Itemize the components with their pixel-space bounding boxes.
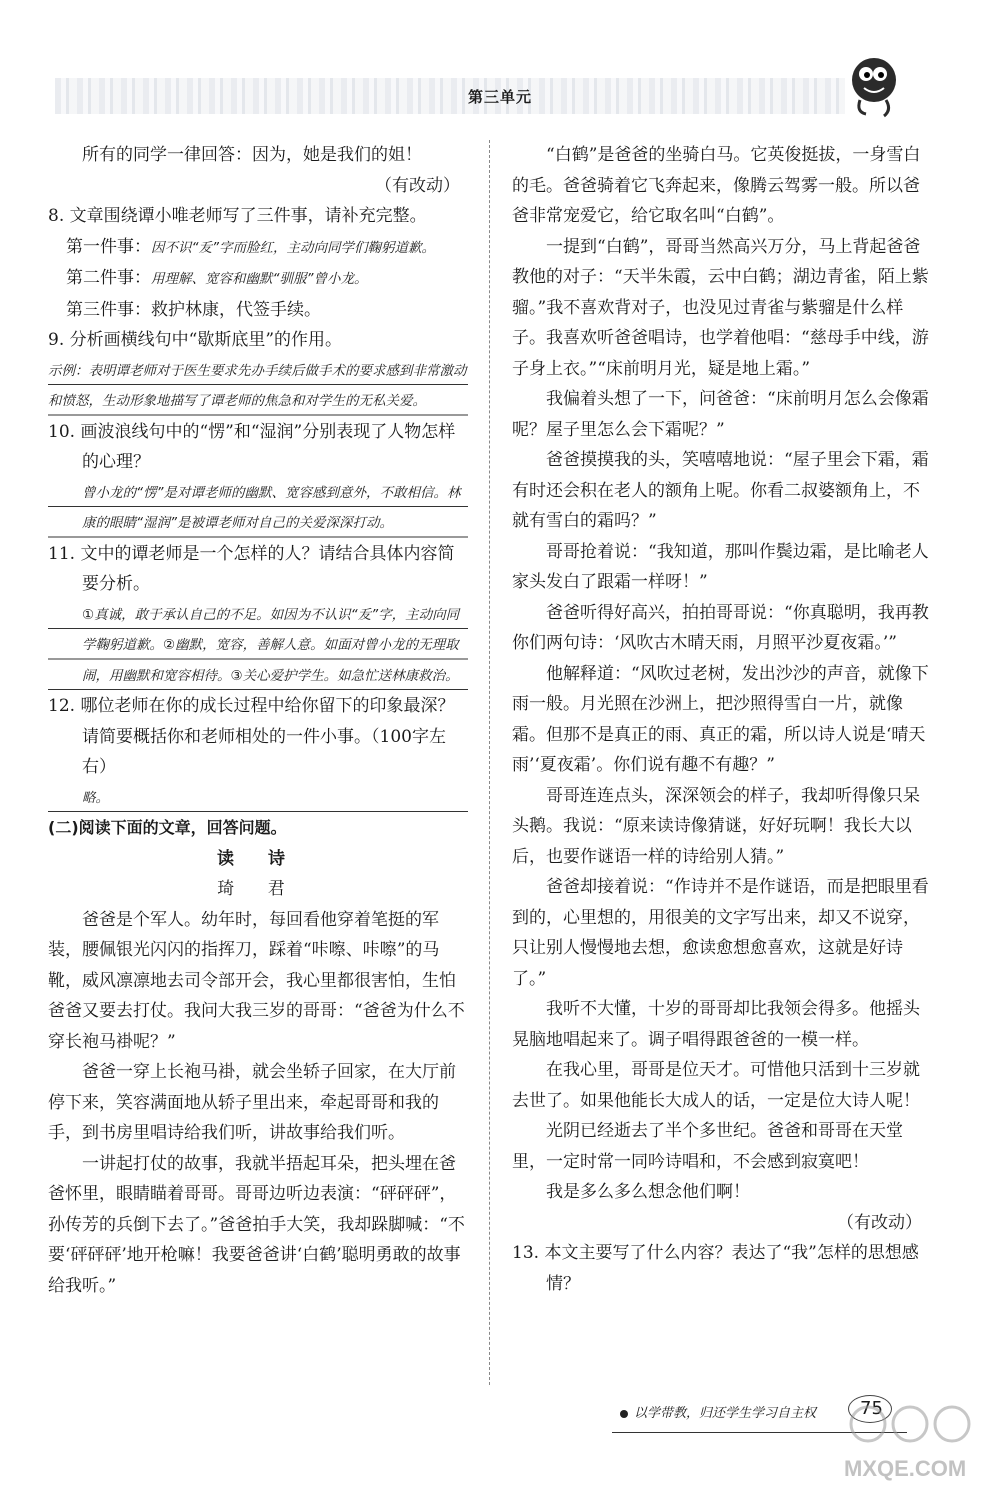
- source-note: （有改动）: [837, 1212, 922, 1233]
- event-2-answer: 用理解、宽容和幽默“驯服”曾小龙。: [151, 271, 368, 287]
- paragraph: 他解释道：“风吹过老树，发出沙沙的声音，就像下雨一般。月光照在沙洲上，把沙照得雪白一片，就像霜。但那不是真正的雨、真正的霜，所以诗人说是‘晴天雨’‘夏夜霜’。你们说有趣不有趣？”: [512, 663, 929, 775]
- paragraph: 我偏着头想了一下，问爸爸：“床前明月怎么会像霜呢？屋子里怎么会下霜呢？”: [512, 389, 929, 440]
- right-column: [512, 140, 930, 1299]
- section-heading: (二)阅读下面的文章，回答问题。: [48, 818, 287, 837]
- paragraph: 一提到“白鹤”，哥哥当然高兴万分，马上背起爸爸教他的对子：“天半朱霞，云中白鹤；湖边青雀，陌上紫骝。”我不喜欢背对子，也没见过青雀与紫骝是什么样子。我喜欢听爸爸唱诗，也学着他唱：“慈母手中线，游子身上衣。”“床前明月光，疑是地上霜。”: [512, 236, 929, 379]
- answer-11: ①真诚，敢于承认自己的不足。如因为不认识“叐”字，主动向同学鞠躬道歉。②幽默，宽容，善解人意。如面对曾小龙的无理取闹，用幽默和宽容相待。③关心爱护学生。如急忙送林康救治。: [48, 600, 468, 692]
- paragraph: 爸爸听得好高兴，拍拍哥哥说：“你真聪明，我再教你们两句诗：‘风吹古木晴天雨，月照平沙夏夜霜。’”: [512, 602, 929, 653]
- mxqe-watermark-icon: [838, 1402, 988, 1482]
- event-3: 第三件事：救护林康，代签手续。: [66, 299, 321, 320]
- event-1-answer: 因不识“叐”字而脸红，主动向同学们鞠躬道歉。: [151, 239, 435, 256]
- event-1: [48, 232, 468, 264]
- paragraph: 爸爸一穿上长袍马褂，就会坐轿子回家，在大厅前停下来，笑容满面地从轿子里出来，牵起哥哥和我的手，到书房里唱诗给我们听，讲故事给我们听。: [48, 1062, 456, 1143]
- answer-10: 曾小龙的“愣”是对谭老师的幽默、宽容感到意外，不敢相信。林康的眼睛“湿润”是被谭老师对自己的关爱深深打动。: [48, 478, 468, 539]
- column-divider: [489, 140, 490, 1385]
- paragraph: 在我心里，哥哥是位天才。可惜他只活到十三岁就去世了。如果他能长大成人的话，一定是位大诗人呢！: [512, 1060, 920, 1111]
- question-10: 10. 画波浪线句中的“愣”和“湿润”分别表现了人物怎样的心理？: [48, 421, 456, 472]
- reading-title: 读 诗: [217, 848, 299, 869]
- cartoon-ball-mascot-icon: [838, 50, 908, 120]
- paragraph: 光阴已经逝去了半个多世纪。爸爸和哥哥在天堂里，一定时常一同吟诗唱和，不会感到寂寞吧！: [512, 1121, 903, 1172]
- question-8: 8. 文章围绕谭小唯老师写了三件事，请补充完整。: [48, 206, 427, 226]
- event-2-label: 第二件事：: [66, 268, 151, 288]
- paragraph: 哥哥抢着说：“我知道，那叫作鬓边霜，是比喻老人家头发白了跟霜一样呀！”: [512, 541, 929, 592]
- question-12: 12. 哪位老师在你的成长过程中给你留下的印象最深？请简要概括你和老师相处的一件小事。（100字左右）: [48, 696, 455, 777]
- question-11: 11. 文中的谭老师是一个怎样的人？请结合具体内容简要分析。: [48, 543, 455, 594]
- event-1-label: 第一件事：: [66, 236, 151, 257]
- footer-slogan: 以学带教，归还学生学习自主权: [634, 1406, 817, 1421]
- paragraph: 我是多么多么想念他们啊！: [546, 1182, 750, 1202]
- event-2: [48, 263, 468, 295]
- svg-text:MXQE.COM: MXQE.COM: [844, 1456, 967, 1481]
- footer-bullet-icon: [620, 1410, 628, 1418]
- source-note: （有改动）: [375, 175, 460, 196]
- question-13: 13. 本文主要写了什么内容？表达了“我”怎样的思想感情？: [512, 1243, 919, 1294]
- answer-12: 略。: [48, 783, 468, 814]
- paragraph: 所有的同学一律回答：因为，她是我们的姐！: [82, 145, 422, 165]
- paragraph: 我听不大懂，十岁的哥哥却比我领会得多。他摇头晃脑地唱起来了。调子唱得跟爸爸的一模一样。: [512, 999, 920, 1050]
- reading-author: 琦 君: [217, 879, 299, 899]
- paragraph: 爸爸却接着说：“作诗并不是作谜语，而是把眼里看到的，心里想的，用很美的文字写出来，却又不说穿，只让别人慢慢地去想，愈读愈想愈喜欢，这就是好诗了。”: [512, 877, 929, 989]
- paragraph: “白鹤”是爸爸的坐骑白马。它英俊挺拔，一身雪白的毛。爸爸骑着它飞奔起来，像腾云驾雾一般。所以爸爸非常宠爱它，给它取名叫“白鹤”。: [512, 145, 921, 226]
- paragraph: 爸爸摸摸我的头，笑嘻嘻地说：“屋子里会下霜，霜有时还会积在老人的额角上呢。你看二叔婆额角上，不就有雪白的霜吗？”: [512, 450, 929, 531]
- left-column: [48, 140, 468, 1301]
- question-9: 9. 分析画横线句中“歇斯底里”的作用。: [48, 330, 343, 350]
- paragraph: 爸爸是个军人。幼年时，每回看他穿着笔挺的军装，腰佩银光闪闪的指挥刀，踩着“咔嚓、咔嚓”的马靴，威风凛凛地去司令部开会，我心里都很害怕，生怕爸爸又要去打仗。我问大我三岁的哥哥：“爸爸为什么不穿长袍马褂呢？”: [48, 909, 465, 1052]
- unit-title: 第三单元: [467, 88, 532, 106]
- page-number: 75: [860, 1398, 883, 1419]
- paragraph: 哥哥连连点头，深深领会的样子，我却听得像只呆头鹅。我说：“原来读诗像猜谜，好好玩啊！我长大以后，也要作谜语一样的诗给别人猜。”: [512, 785, 920, 867]
- paragraph: 一讲起打仗的故事，我就半捂起耳朵，把头埋在爸爸怀里，眼睛瞄着哥哥。哥哥边听边表演：“砰砰砰”，孙传芳的兵倒下去了。”爸爸拍手大笑，我却跺脚喊：“不要‘砰砰砰’地开枪嘛！我要爸爸讲‘白鹤’聪明勇敢的故事给我听。”: [48, 1153, 465, 1296]
- answer-9: 示例：表明谭老师对于医生要求先办手续后做手术的要求感到非常激动和愤怒，生动形象地描写了谭老师的焦急和对学生的无私关爱。: [48, 356, 468, 417]
